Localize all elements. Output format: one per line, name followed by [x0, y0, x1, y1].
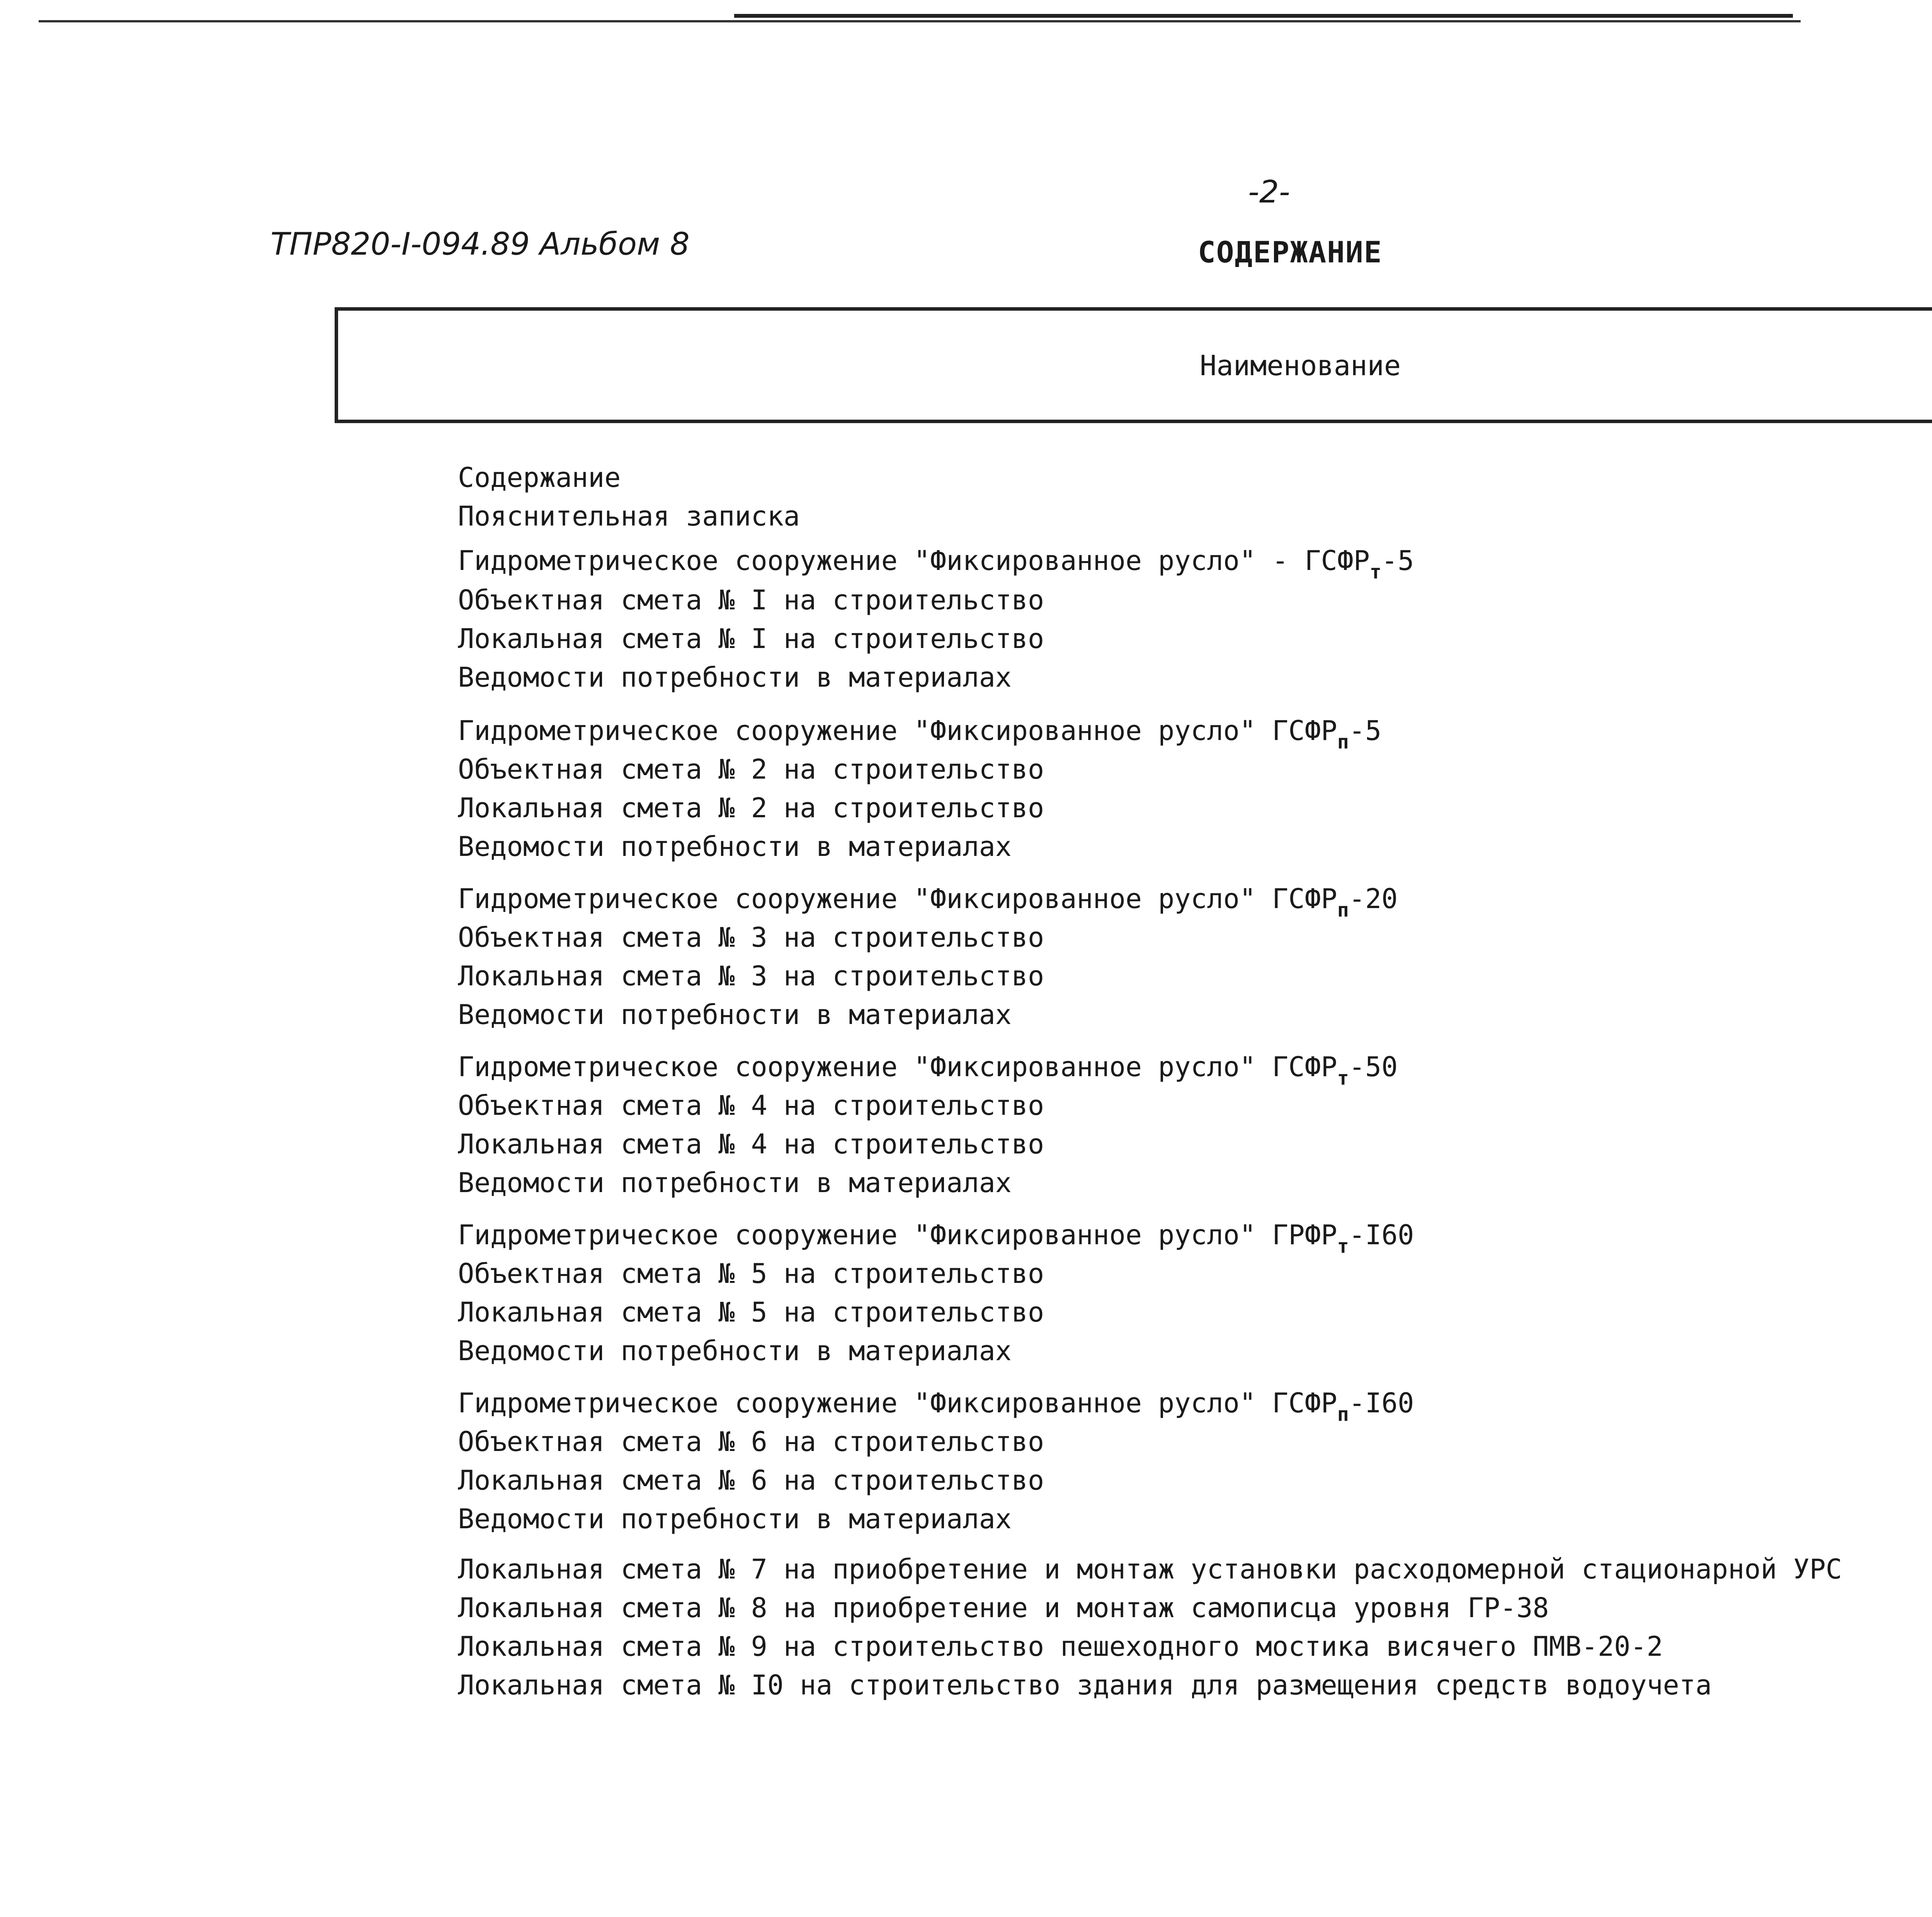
contents-entry: [458, 623, 1044, 655]
entry-subscript: т: [1370, 561, 1382, 583]
entry-subscript: т: [1337, 1235, 1349, 1257]
contents-entry: [458, 1387, 1414, 1425]
entry-title: Гидрометрическое сооружение "Фиксированное русло" ГСФР: [458, 1387, 1337, 1419]
entry-title: Локальная смета № 2 на строительство: [458, 792, 1044, 824]
contents-entry: [458, 1258, 1044, 1289]
contents-entry: [458, 792, 1044, 824]
entry-title: Содержание: [458, 462, 621, 493]
entry-title: Объектная смета № 5 на строительство: [458, 1258, 1044, 1289]
contents-entry: [458, 883, 1398, 921]
contents-entry: [458, 1219, 1414, 1257]
contents-entry: [458, 960, 1044, 992]
entry-title: Ведомости потребности в материалах: [458, 1167, 1012, 1199]
entry-title: Гидрометрическое сооружение "Фиксированное русло" ГРФР: [458, 1219, 1337, 1251]
contents-entry: [458, 500, 800, 532]
entry-suffix: -5: [1381, 545, 1414, 577]
contents-entry: [458, 662, 1012, 693]
contents-entry: [458, 831, 1012, 862]
contents-entry: [458, 545, 1414, 583]
entry-title: Локальная смета № 7 на приобретение и монтаж установки расходомерной стационарной УРС: [458, 1553, 1842, 1585]
entry-title: Объектная смета № I на строительство: [458, 584, 1044, 616]
contents-entry: [458, 584, 1044, 616]
entry-title: Локальная смета № 8 на приобретение и монтаж самописца уровня ГР-38: [458, 1592, 1549, 1624]
contents-entry: [458, 715, 1381, 753]
entry-title: Ведомости потребности в материалах: [458, 1503, 1012, 1535]
entry-title: Гидрометрическое сооружение "Фиксированное русло" ГСФР: [458, 883, 1337, 915]
entry-title: Объектная смета № 2 на строительство: [458, 754, 1044, 785]
entry-subscript: п: [1337, 1403, 1349, 1425]
column-header-name: Наименование: [1200, 349, 1401, 382]
document-cipher: ТПР820-I-094.89 Альбом 8: [270, 226, 690, 262]
contents-entry: [458, 1051, 1398, 1089]
entry-title: Ведомости потребности в материалах: [458, 999, 1012, 1031]
entry-title: Локальная смета № I0 на строительство здания для размещения средств водоучета: [458, 1669, 1712, 1701]
entry-subscript: т: [1337, 1067, 1349, 1089]
top-border-line: [39, 20, 1801, 22]
contents-entry: [458, 922, 1044, 953]
entry-title: Локальная смета № 5 на строительство: [458, 1296, 1044, 1328]
entry-subscript: п: [1337, 731, 1349, 753]
entry-title: Локальная смета № 9 на строительство пешеходного мостика висячего ПМВ-20-2: [458, 1631, 1663, 1662]
contents-entry: [458, 1296, 1044, 1328]
contents-entry: [458, 1669, 1712, 1701]
entry-title: Гидрометрическое сооружение "Фиксированное русло" ГСФР: [458, 1051, 1337, 1083]
entry-title: Ведомости потребности в материалах: [458, 662, 1012, 693]
contents-entry: [458, 462, 621, 493]
page-number: -2-: [1248, 174, 1290, 210]
entry-title: Локальная смета № I на строительство: [458, 623, 1044, 655]
top-border-line-dark: [734, 14, 1793, 18]
contents-entry: [458, 1465, 1044, 1496]
entry-title: Объектная смета № 3 на строительство: [458, 922, 1044, 953]
contents-entry: [458, 1592, 1549, 1624]
entry-subscript: п: [1337, 899, 1349, 921]
entry-title: Локальная смета № 4 на строительство: [458, 1128, 1044, 1160]
contents-entry: [458, 1335, 1012, 1367]
contents-table-header: [335, 307, 1932, 423]
contents-entry: [458, 1167, 1012, 1199]
entry-title: Ведомости потребности в материалах: [458, 1335, 1012, 1367]
contents-entry: [458, 1128, 1044, 1160]
entry-suffix: -5: [1349, 715, 1382, 747]
contents-entry: [458, 1553, 1842, 1585]
entry-suffix: -I60: [1349, 1387, 1414, 1419]
entry-title: Ведомости потребности в материалах: [458, 831, 1012, 862]
contents-entry: [458, 999, 1012, 1031]
contents-entry: [458, 1090, 1044, 1121]
entry-title: Пояснительная записка: [458, 500, 800, 532]
entry-suffix: -20: [1349, 883, 1398, 915]
contents-entry: [458, 754, 1044, 785]
entry-title: Объектная смета № 4 на строительство: [458, 1090, 1044, 1121]
entry-title: Гидрометрическое сооружение "Фиксированное русло" - ГСФР: [458, 545, 1370, 577]
page-title: СОДЕРЖАНИЕ: [1198, 235, 1383, 269]
contents-entry: [458, 1631, 1663, 1662]
entry-title: Локальная смета № 3 на строительство: [458, 960, 1044, 992]
entry-title: Гидрометрическое сооружение "Фиксированное русло" ГСФР: [458, 715, 1337, 747]
entry-title: Объектная смета № 6 на строительство: [458, 1426, 1044, 1458]
contents-entry: [458, 1426, 1044, 1458]
entry-suffix: -50: [1349, 1051, 1398, 1083]
entry-suffix: -I60: [1349, 1219, 1414, 1251]
contents-entry: [458, 1503, 1012, 1535]
entry-title: Локальная смета № 6 на строительство: [458, 1465, 1044, 1496]
